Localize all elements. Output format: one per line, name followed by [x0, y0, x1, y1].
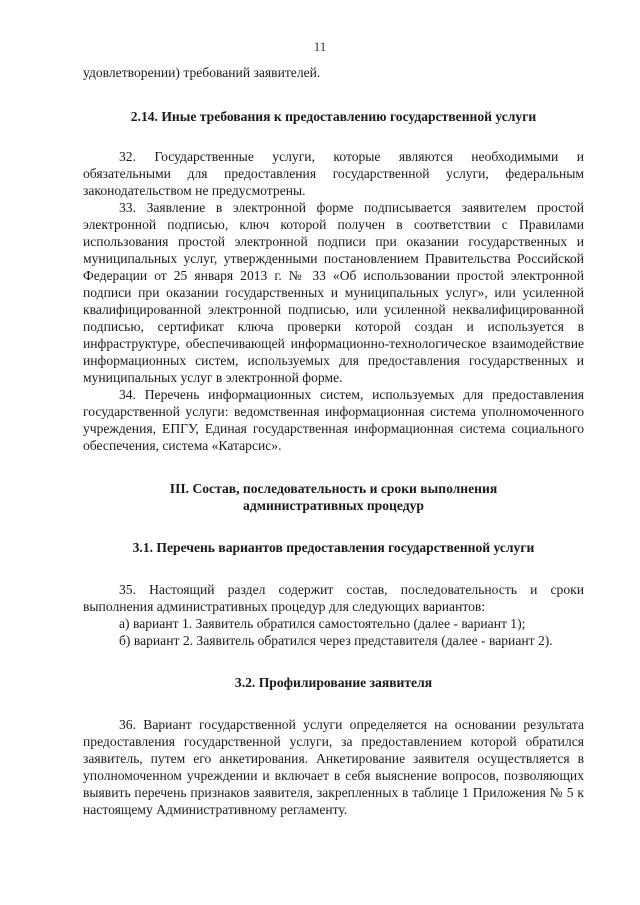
- page-number: 11: [313, 39, 327, 54]
- section-heading-3-1: 3.1. Перечень вариантов предоставления государственной услуги: [132, 540, 535, 555]
- paragraph-36: 36. Вариант государственной услуги определяется на основании результата предоставления государственной услуги, за предоставлением которой обратился заявитель, путем его анкетирования. Анкетирование заявителя осуществляется в уполномоченном учреждении и включает в себя выяснение вопросов, позволяющих выявить перечень признаков заявителя, закрепленных в таблице 1 Приложения № 5 к настоящему Административному регламенту.: [83, 717, 584, 817]
- paragraph-34: 34. Перечень информационных систем, используемых для предоставления государственной услуги: ведомственная информационная система уполномоченного учреждения, ЕПГУ, Единая государственная информационная система социального обеспечения, система «Катарсис».: [83, 387, 584, 453]
- paragraph-35a: а) вариант 1. Заявитель обратился самостоятельно (далее - вариант 1);: [119, 616, 526, 631]
- intro-line: удовлетворении) требований заявителей.: [83, 65, 321, 80]
- paragraph-35: 35. Настоящий раздел содержит состав, последовательность и сроки выполнения административных процедур для следующих вариантов:: [83, 582, 584, 614]
- paragraph-35b: б) вариант 2. Заявитель обратился через представителя (далее - вариант 2).: [119, 633, 553, 648]
- document-body: [83, 64, 584, 818]
- chapter-heading-III-line2: административных процедур: [243, 498, 424, 513]
- section-heading-2-14: 2.14. Иные требования к предоставлению государственной услуги: [130, 109, 537, 124]
- paragraph-33: 33. Заявление в электронной форме подписывается заявителем простой электронной подписью, ключ которой получен в соответствии с Правилами использования простой электронной подписи при оказании государственных и муниципальных услуг, утвержденными постановлением Правительства Российской Федерации от 25 января 2013 г. № 33 «Об использовании простой электронной подписи при оказании государственных и муниципальных услуг», или усиленной квалифицированной электронной подписью, или усиленной неквалифицированной подписью, сертификат ключа проверки которой создан и используется в инфраструктуре, обеспечивающей информационно-технологическое взаимодействие информационных систем, используемых для предоставления государственных и муниципальных услуг в электронной форме.: [83, 200, 584, 385]
- paragraph-32: 32. Государственные услуги, которые являются необходимыми и обязательными для предоставления государственной услуги, федеральным законодательством не предусмотрены.: [83, 149, 584, 198]
- chapter-heading-III-line1: III. Состав, последовательность и сроки выполнения: [169, 481, 498, 496]
- section-heading-3-2: 3.2. Профилирование заявителя: [234, 675, 433, 690]
